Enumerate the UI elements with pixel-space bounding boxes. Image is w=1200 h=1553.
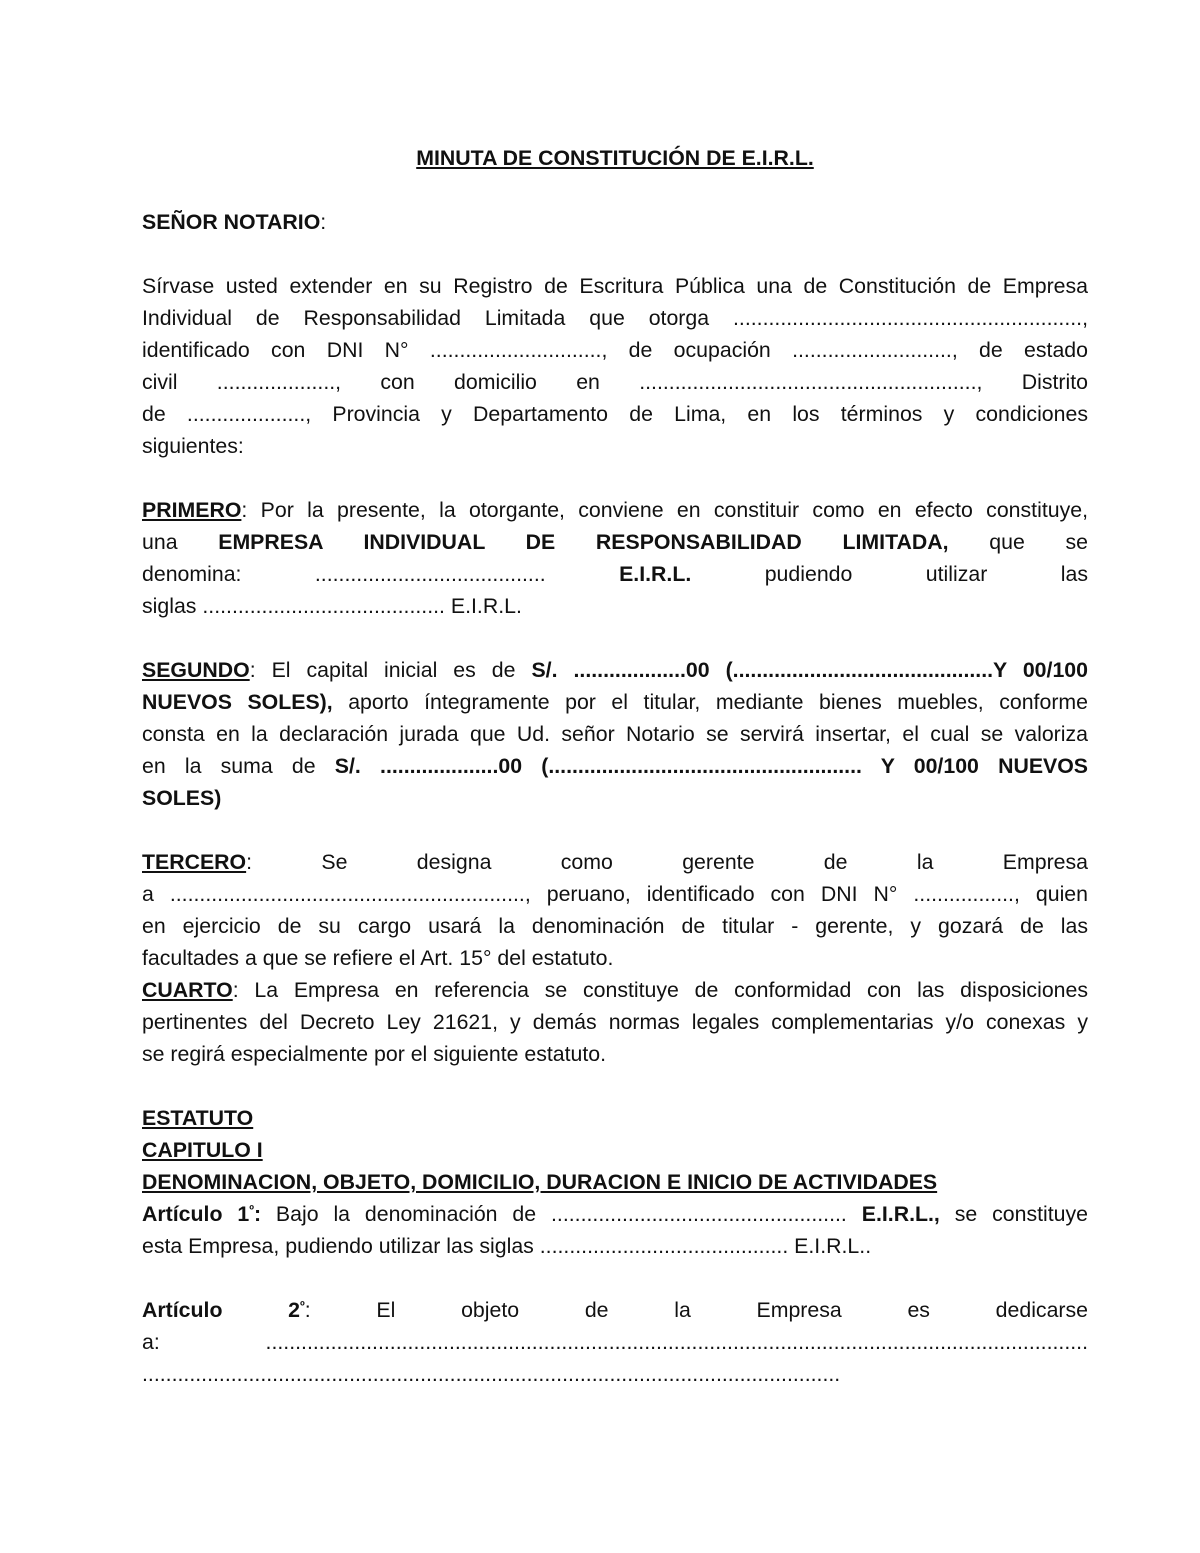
primero-text: : Por la presente, la otorgante, conviene en constituir como en efecto constituye, [241, 498, 1088, 522]
segundo-line [142, 750, 1088, 782]
segundo-line: SOLES) [142, 786, 222, 810]
primero-text: pudiendo utilizar las [691, 562, 1088, 586]
article-1-label [142, 1202, 261, 1226]
tercero-line: facultades a que se refiere el Art. 15° del estatuto. [142, 946, 614, 970]
article-1-text: Bajo la denominación de .................................................. [261, 1202, 862, 1226]
article-2-line: ...................................................................................................................... [142, 1362, 841, 1386]
article-2-text: : El objeto de la Empresa es dedicarse [304, 1298, 1089, 1322]
segundo-text: aporto íntegramente por el titular, mediante bienes muebles, conforme [332, 690, 1088, 714]
primero-line: siglas ......................................... E.I.R.L. [142, 594, 522, 618]
primero-eirl: E.I.R.L. [619, 562, 692, 586]
primero-text: una [142, 530, 219, 554]
intro-line: Individual de Responsabilidad Limitada que otorga ..........................................................., [142, 306, 1088, 330]
cuarto-text: : La Empresa en referencia se constituye de conformidad con las disposiciones [232, 978, 1088, 1002]
cuarto-line [142, 974, 1088, 1006]
article-2 [142, 1294, 1088, 1390]
article-2-label [142, 1298, 305, 1322]
tercero-label: TERCERO [142, 850, 247, 874]
clause-tercero [142, 846, 1088, 974]
segundo-line: consta en la declaración jurada que Ud. señor Notario se servirá insertar, el cual se valoriza [142, 722, 1088, 746]
segundo-text: en la suma de [142, 754, 335, 778]
intro-line: identificado con DNI N° ............................., de ocupación ..........................., de estado [142, 338, 1088, 362]
tercero-line: en ejercicio de su cargo usará la denominación de titular - gerente, y gozará de las [142, 914, 1088, 938]
segundo-currency: NUEVOS SOLES), [142, 690, 333, 714]
article-2-ordinal: º [300, 1298, 305, 1313]
primero-text: que se [948, 530, 1088, 554]
article-1-line: esta Empresa, pudiendo utilizar las siglas .......................................... E.I.R.L.. [142, 1234, 872, 1258]
article-1-line [142, 1198, 1088, 1230]
cuarto-line: se regirá especialmente por el siguiente estatuto. [142, 1042, 607, 1066]
article-2-line: a: ........................................................................................................................................... [142, 1330, 1088, 1354]
estatuto-heading: ESTATUTO [142, 1106, 254, 1130]
intro-line: de ...................., Provincia y Departamento de Lima, en los términos y condiciones [142, 402, 1088, 426]
primero-text: denomina: ....................................... [142, 562, 620, 586]
salutation-label: SEÑOR NOTARIO [142, 210, 321, 234]
article-1-label-text: Artículo 1 [142, 1202, 250, 1226]
document-title: MINUTA DE CONSTITUCIÓN DE E.I.R.L. [416, 146, 814, 170]
article-2-line [142, 1294, 1088, 1326]
primero-line [142, 494, 1088, 526]
tercero-line [142, 846, 1088, 878]
intro-line: civil ...................., con domicilio en ........................................................., Distrito [142, 370, 1088, 394]
article-1-ordinal: º [249, 1202, 254, 1217]
primero-company-type: EMPRESA INDIVIDUAL DE RESPONSABILIDAD LIMITADA, [218, 530, 949, 554]
tercero-line: a ............................................................, peruano, identificado con DNI N° ................., quien [142, 882, 1088, 906]
segundo-line [142, 654, 1088, 686]
primero-line [142, 526, 1088, 558]
chapter-heading: CAPITULO I [142, 1138, 263, 1162]
salutation-punct: : [320, 210, 327, 234]
primero-line [142, 558, 1088, 590]
intro-paragraph [142, 270, 1088, 462]
segundo-amount: S/. ...................00 (............................................Y 00/100 [531, 658, 1088, 682]
article-1-text: se constituye [939, 1202, 1089, 1226]
tercero-text: : Se designa como gerente de la Empresa [246, 850, 1088, 874]
article-1 [142, 1198, 1088, 1262]
intro-line: Sírvase usted extender en su Registro de Escritura Pública una de Constitución de Empresa [142, 274, 1088, 298]
segundo-text: : El capital inicial es de [249, 658, 532, 682]
article-1-eirl: E.I.R.L., [861, 1202, 940, 1226]
article-1-colon: : [253, 1202, 262, 1226]
cuarto-line: pertinentes del Decreto Ley 21621, y demás normas legales complementarias y/o conexas y [142, 1010, 1088, 1034]
segundo-line [142, 686, 1088, 718]
primero-label: PRIMERO [142, 498, 242, 522]
intro-line: siguientes: [142, 434, 244, 458]
segundo-amount: S/. ....................00 (..................................................... Y 00/100 NUEVOS [334, 754, 1089, 778]
salutation [142, 206, 1088, 238]
chapter-title: DENOMINACION, OBJETO, DOMICILIO, DURACION E INICIO DE ACTIVIDADES [142, 1170, 938, 1194]
article-2-label-text: Artículo 2 [142, 1298, 301, 1322]
clause-segundo [142, 654, 1088, 814]
clause-primero [142, 494, 1088, 622]
clause-cuarto [142, 974, 1088, 1070]
segundo-label: SEGUNDO [142, 658, 250, 682]
cuarto-label: CUARTO [142, 978, 233, 1002]
